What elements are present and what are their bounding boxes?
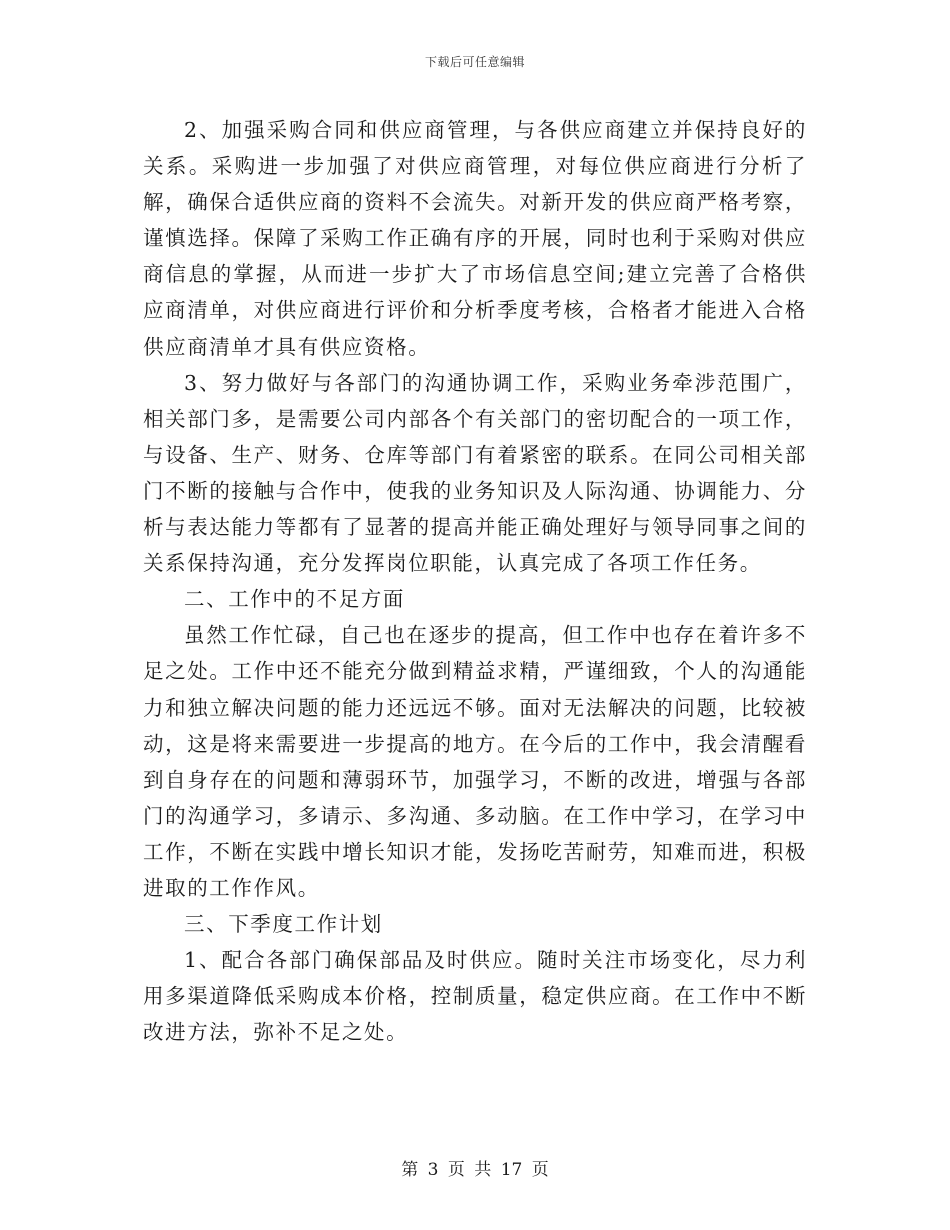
document-body [143, 112, 807, 1050]
paragraph-supplier-management: 2、加强采购合同和供应商管理，与各供应商建立并保持良好的关系。采购进一步加强了对供应商管理，对每位供应商进行分析了解，确保合适供应商的资料不会流失。对新开发的供应商严格考察，谨慎选择。保障了采购工作正确有序的开展，同时也利于采购对供应商信息的掌握，从而进一步扩大了市场信息空间;建立完善了合格供应商清单，对供应商进行评价和分析季度考核，合格者才能进入合格供应商清单才具有供应资格。 [143, 118, 807, 359]
paragraph-shortcomings: 虽然工作忙碌，自己也在逐步的提高，但工作中也存在着许多不足之处。工作中还不能充分做到精益求精，严谨细致，个人的沟通能力和独立解决问题的能力还远远不够。面对无法解决的问题，比较被动，这是将来需要进一步提高的地方。在今后的工作中，我会清醒看到自身存在的问题和薄弱环节，加强学习，不断的改进，增强与各部门的沟通学习，多请示、多沟通、多动脑。在工作中学习，在学习中工作，不断在实践中增长知识才能，发扬吃苦耐劳，知难而进，积极进取的工作作风。 [143, 623, 807, 900]
paragraph-department-coordination: 3、努力做好与各部门的沟通协调工作，采购业务牵涉范围广，相关部门多，是需要公司内部各个有关部门的密切配合的一项工作，与设备、生产、财务、仓库等部门有着紧密的联系。在同公司相关部门不断的接触与合作中，使我的业务知识及人际沟通、协调能力、分析与表达能力等都有了显著的提高并能正确处理好与领导同事之间的关系保持沟通，充分发挥岗位职能，认真完成了各项工作任务。 [143, 370, 807, 576]
paragraph-supply-plan: 1、配合各部门确保部品及时供应。随时关注市场变化，尽力利用多渠道降低采购成本价格，控制质量，稳定供应商。在工作中不断改进方法，弥补不足之处。 [143, 948, 807, 1045]
section-heading-next-quarter-plan: 三、下季度工作计划 [184, 912, 383, 937]
page-number: 第 3 页 共 17 页 [401, 1160, 549, 1180]
section-heading-shortcomings: 二、工作中的不足方面 [184, 587, 405, 612]
page-header: 下载后可任意编辑 [424, 55, 525, 69]
